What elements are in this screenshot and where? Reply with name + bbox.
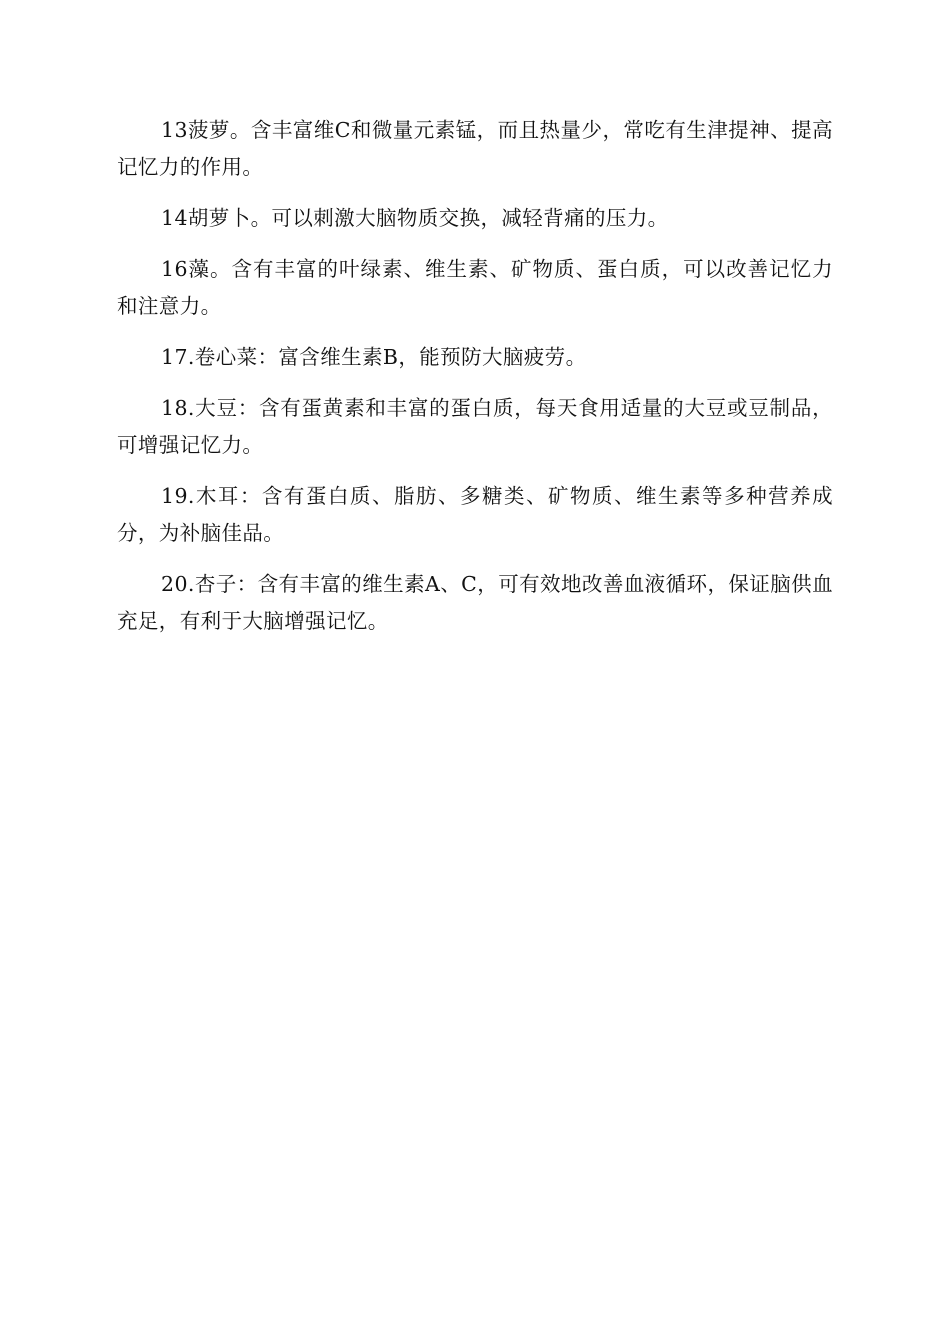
document-body <box>117 112 833 654</box>
paragraph-soybean: 18.大豆：含有蛋黄素和丰富的蛋白质，每天食用适量的大豆或豆制品，可增强记忆力。 <box>117 396 833 457</box>
paragraph-pineapple: 13菠萝。含丰富维C和微量元素锰，而且热量少，常吃有生津提神、提高记忆力的作用。 <box>117 118 833 179</box>
paragraph-carrot: 14胡萝卜。可以刺激大脑物质交换，减轻背痛的压力。 <box>161 206 669 230</box>
paragraph-algae: 16藻。含有丰富的叶绿素、维生素、矿物质、蛋白质，可以改善记忆力和注意力。 <box>117 257 833 318</box>
paragraph-wood-ear: 19.木耳：含有蛋白质、脂肪、多糖类、矿物质、维生素等多种营养成分，为补脑佳品。 <box>117 484 833 545</box>
paragraph-apricot: 20.杏子：含有丰富的维生素A、C，可有效地改善血液循环，保证脑供血充足，有利于大脑增强记忆。 <box>117 572 833 633</box>
paragraph-cabbage: 17.卷心菜：富含维生素B，能预防大脑疲劳。 <box>161 345 587 369</box>
